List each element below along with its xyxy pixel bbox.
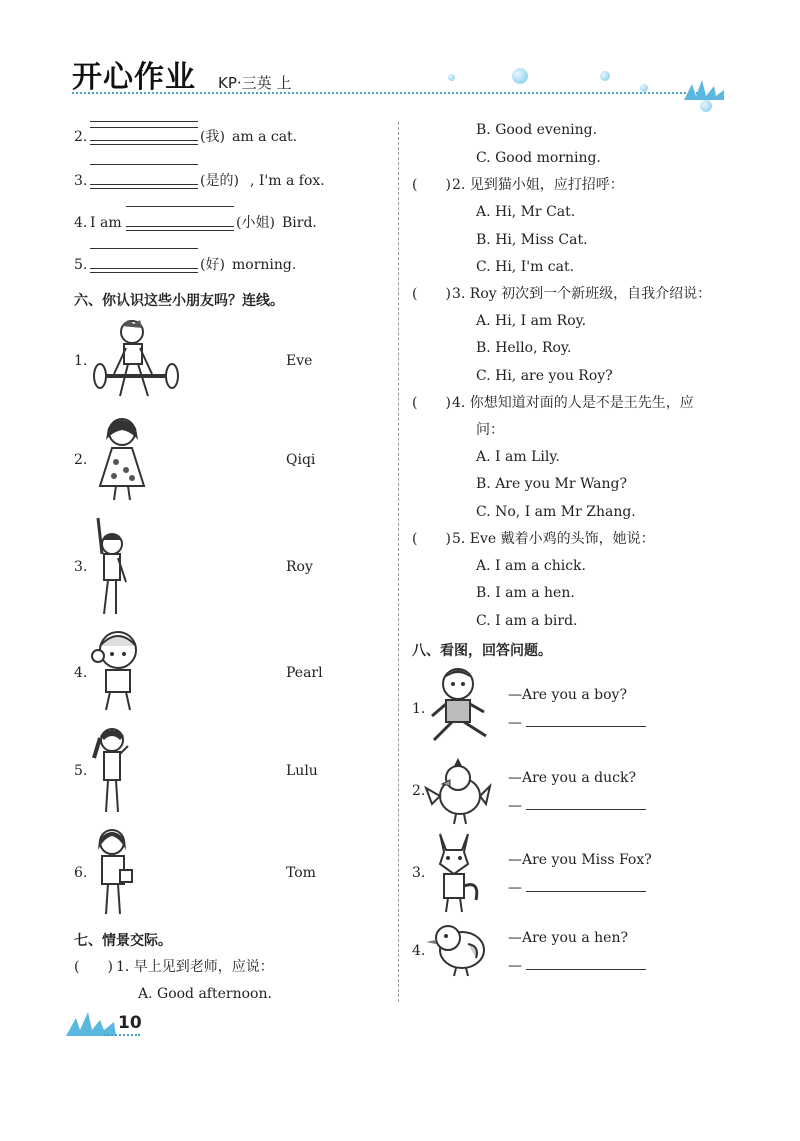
header-rule	[72, 92, 702, 94]
question-line: —Are you Miss Fox?	[508, 852, 652, 868]
question-text: 1. 早上见到老师，应说：	[116, 959, 274, 975]
option: B. I am a hen.	[476, 585, 575, 601]
option: A. I am Lily.	[476, 449, 560, 465]
chick-icon	[424, 916, 490, 978]
question-text: 4. 你想知道对面的人是不是王先生，应	[452, 395, 694, 411]
option: C. No, I am Mr Zhang.	[476, 504, 636, 520]
bubble-decoration	[700, 100, 712, 112]
option: C. Hi, I'm cat.	[476, 259, 575, 275]
brand-text: 开心作业	[72, 60, 196, 95]
bird-icon	[424, 756, 492, 826]
answer-line: —	[508, 714, 646, 732]
match-name-eve: Eve	[286, 353, 313, 369]
option: A. Hi, I am Roy.	[476, 313, 587, 329]
option: B. Hi, Miss Cat.	[476, 232, 588, 248]
match-number: 5.	[74, 763, 88, 779]
option: A. Hi, Mr Cat.	[476, 204, 576, 220]
option: C. Good morning.	[476, 150, 601, 166]
fill-item-4: 4. I am (小姐) Bird.	[74, 202, 394, 238]
match-number: 4.	[74, 665, 88, 681]
option: C. I am a bird.	[476, 613, 578, 629]
answer-paren[interactable]: ( )	[412, 177, 451, 193]
column-divider	[398, 122, 399, 1002]
answer-blank[interactable]	[526, 891, 646, 892]
option: B. Are you Mr Wang?	[476, 476, 628, 492]
match-number: 6.	[74, 865, 88, 881]
answer-line: —	[508, 879, 646, 897]
match-name-lulu: Lulu	[286, 763, 318, 779]
dress-girl-icon	[92, 414, 152, 502]
fill-item-3: 3. (是的) , I'm a fox.	[74, 160, 394, 196]
question-text: 3. Roy 初次到一个新班级，自我介绍说：	[452, 286, 712, 302]
waving-boy-icon	[88, 514, 132, 618]
answer-blank[interactable]	[526, 969, 646, 970]
page-number: 10	[118, 1013, 142, 1033]
fox-icon	[426, 830, 482, 914]
answer-paren[interactable]: ( )	[412, 286, 451, 302]
bag-girl-icon	[90, 824, 138, 918]
match-name-pearl: Pearl	[286, 665, 323, 681]
fill-item-5: 5. (好) morning.	[74, 244, 394, 280]
question-line: —Are you a boy?	[508, 687, 627, 703]
answer-paren[interactable]: ( )	[74, 959, 113, 975]
match-name-qiqi: Qiqi	[286, 452, 316, 468]
weightlifter-boy-icon	[88, 318, 184, 400]
section-7-title: 七、情景交际。	[74, 933, 172, 949]
question-text: 2. 见到猫小姐，应打招呼：	[452, 177, 624, 193]
question-line: —Are you a duck?	[508, 770, 636, 786]
picture-number: 4.	[412, 943, 426, 959]
ponytail-girl-icon	[90, 724, 134, 816]
bubble-decoration	[640, 84, 648, 92]
match-number: 3.	[74, 559, 88, 575]
option: B. Good evening.	[476, 122, 598, 138]
grass-icon	[66, 1012, 116, 1036]
match-name-roy: Roy	[286, 559, 313, 575]
grass-icon	[684, 80, 724, 100]
answer-paren[interactable]: ( )	[412, 395, 451, 411]
bubble-decoration	[512, 68, 528, 84]
running-boy-icon	[424, 664, 494, 748]
footer-rule	[104, 1034, 140, 1036]
answer-line: —	[508, 797, 646, 815]
question-line: —Are you a hen?	[508, 930, 628, 946]
answer-line: —	[508, 957, 646, 975]
brand-logo	[72, 52, 196, 96]
bubble-decoration	[600, 71, 610, 81]
helmet-boy-icon	[88, 626, 150, 712]
section-6-title: 六、你认识这些小朋友吗？连线。	[74, 293, 284, 309]
match-number: 2.	[74, 452, 88, 468]
match-number: 1.	[74, 353, 88, 369]
option: A. I am a chick.	[476, 558, 586, 574]
picture-number: 2.	[412, 783, 426, 799]
answer-paren[interactable]: ( )	[412, 531, 451, 547]
answer-blank[interactable]	[526, 726, 646, 727]
option: A. Good afternoon.	[138, 986, 272, 1002]
bubble-decoration	[448, 74, 455, 81]
question-text: 5. Eve 戴着小鸡的头饰，她说：	[452, 531, 655, 547]
section-8-title: 八、看图，回答问题。	[412, 643, 552, 659]
grade-label: KP·三英 上	[218, 74, 292, 92]
match-name-tom: Tom	[286, 865, 316, 881]
fill-item-2: 2. (我) am a cat.	[74, 118, 394, 154]
picture-number: 3.	[412, 865, 426, 881]
option: C. Hi, are you Roy?	[476, 368, 613, 384]
option: B. Hello, Roy.	[476, 340, 572, 356]
picture-number: 1.	[412, 701, 426, 717]
question-text-cont: 问：	[476, 422, 504, 438]
answer-blank[interactable]	[526, 809, 646, 810]
